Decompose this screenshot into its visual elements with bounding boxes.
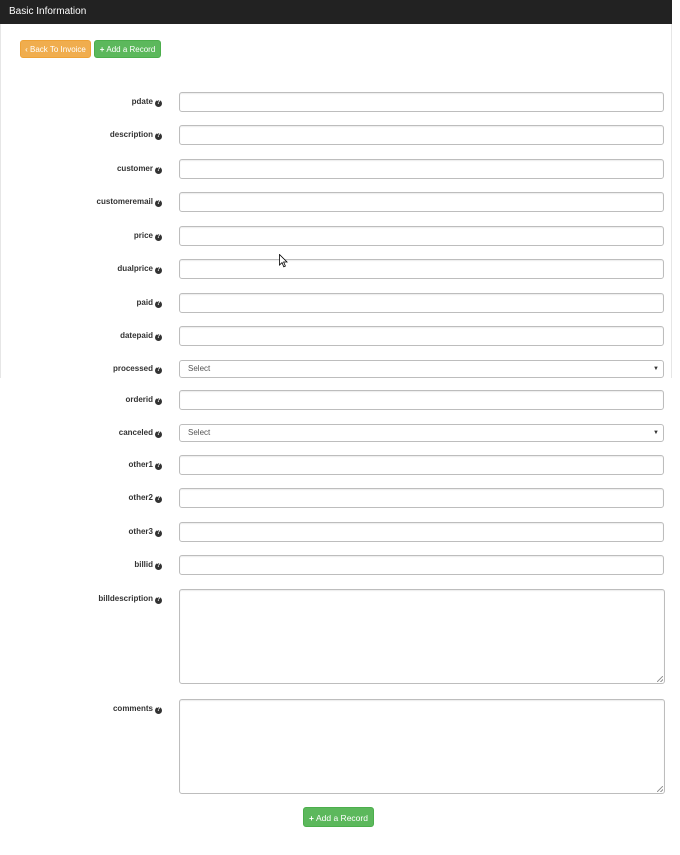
form-row-processed bbox=[0, 360, 672, 380]
caret-down-icon: ▼ bbox=[653, 430, 659, 436]
question-circle-icon: ? bbox=[156, 301, 161, 307]
form-row-description bbox=[0, 125, 672, 145]
question-circle-icon: ? bbox=[156, 597, 161, 603]
description-input[interactable] bbox=[179, 125, 664, 145]
question-circle-icon: ? bbox=[156, 267, 161, 273]
paid-input[interactable] bbox=[179, 293, 664, 313]
question-circle-icon: ? bbox=[156, 100, 161, 106]
panel-title: Basic Information bbox=[9, 6, 87, 17]
form-row-pdate bbox=[0, 92, 672, 112]
resize-handle-icon[interactable] bbox=[657, 786, 663, 792]
form-row-canceled bbox=[0, 424, 672, 444]
field-label: dualprice ? bbox=[117, 264, 161, 273]
pdate-input[interactable] bbox=[179, 92, 664, 112]
mouse-pointer-icon bbox=[279, 254, 289, 268]
plus-icon: + bbox=[309, 813, 314, 823]
form-row-customer bbox=[0, 159, 672, 179]
other3-input[interactable] bbox=[179, 522, 664, 542]
question-circle-icon: ? bbox=[156, 133, 161, 139]
field-label: comments ? bbox=[112, 704, 161, 713]
question-circle-icon: ? bbox=[156, 167, 161, 173]
dualprice-input[interactable] bbox=[179, 259, 664, 279]
add-record-label: Add a Record bbox=[315, 813, 368, 823]
canceled-select[interactable] bbox=[179, 424, 664, 442]
billid-input[interactable] bbox=[179, 555, 664, 575]
panel-header bbox=[0, 0, 672, 24]
field-label: customeremail ? bbox=[96, 197, 161, 206]
field-label: datepaid ? bbox=[120, 331, 161, 340]
field-label: orderid ? bbox=[125, 395, 161, 404]
question-circle-icon: ? bbox=[156, 496, 161, 502]
form-row-price bbox=[0, 226, 672, 246]
form-row-datepaid bbox=[0, 326, 672, 346]
form-row-other3 bbox=[0, 522, 672, 542]
other2-input[interactable] bbox=[179, 488, 664, 508]
processed-select[interactable] bbox=[179, 360, 664, 378]
back-to-invoice-button[interactable] bbox=[20, 40, 91, 58]
field-label: canceled ? bbox=[118, 428, 161, 437]
form-row-other2 bbox=[0, 488, 672, 508]
field-label: billid ? bbox=[134, 560, 161, 569]
other1-input[interactable] bbox=[179, 455, 664, 475]
question-circle-icon: ? bbox=[156, 398, 161, 404]
field-label: description ? bbox=[109, 130, 161, 139]
question-circle-icon: ? bbox=[156, 563, 161, 569]
question-circle-icon: ? bbox=[156, 707, 161, 713]
field-label: other3 ? bbox=[128, 527, 161, 536]
field-label: price ? bbox=[133, 231, 161, 240]
processed-selected-value: Select bbox=[188, 364, 211, 373]
form-row-dualprice bbox=[0, 259, 672, 279]
add-record-button-bottom[interactable] bbox=[303, 807, 374, 827]
question-circle-icon: ? bbox=[156, 234, 161, 240]
form-row-orderid bbox=[0, 390, 672, 410]
field-label: billdescription ? bbox=[98, 594, 161, 603]
question-circle-icon: ? bbox=[156, 334, 161, 340]
form-row-customeremail bbox=[0, 192, 672, 212]
billdescription-textarea[interactable] bbox=[179, 589, 665, 684]
field-label: customer ? bbox=[116, 164, 161, 173]
field-label: processed ? bbox=[112, 364, 161, 373]
comments-textarea[interactable] bbox=[179, 699, 665, 794]
question-circle-icon: ? bbox=[156, 431, 161, 437]
form-row-other1 bbox=[0, 455, 672, 475]
form-row-billdescription bbox=[0, 589, 672, 684]
form-row-paid bbox=[0, 293, 672, 313]
question-circle-icon: ? bbox=[156, 367, 161, 373]
question-circle-icon: ? bbox=[156, 463, 161, 469]
plus-icon: + bbox=[99, 45, 105, 54]
field-label: paid ? bbox=[136, 298, 161, 307]
orderid-input[interactable] bbox=[179, 390, 664, 410]
back-to-invoice-label: ‹ Back To Invoice bbox=[25, 45, 86, 54]
field-label: other1 ? bbox=[128, 460, 161, 469]
question-circle-icon: ? bbox=[156, 530, 161, 536]
customer-input[interactable] bbox=[179, 159, 664, 179]
customeremail-input[interactable] bbox=[179, 192, 664, 212]
add-record-label: Add a Record bbox=[106, 45, 156, 54]
caret-down-icon: ▼ bbox=[653, 366, 659, 372]
field-label: pdate ? bbox=[131, 97, 161, 106]
question-circle-icon: ? bbox=[156, 200, 161, 206]
form-row-billid bbox=[0, 555, 672, 575]
add-record-button-top[interactable] bbox=[94, 40, 161, 58]
resize-handle-icon[interactable] bbox=[657, 676, 663, 682]
price-input[interactable] bbox=[179, 226, 664, 246]
canceled-selected-value: Select bbox=[188, 428, 211, 437]
form-row-comments bbox=[0, 699, 672, 794]
datepaid-input[interactable] bbox=[179, 326, 664, 346]
field-label: other2 ? bbox=[128, 493, 161, 502]
